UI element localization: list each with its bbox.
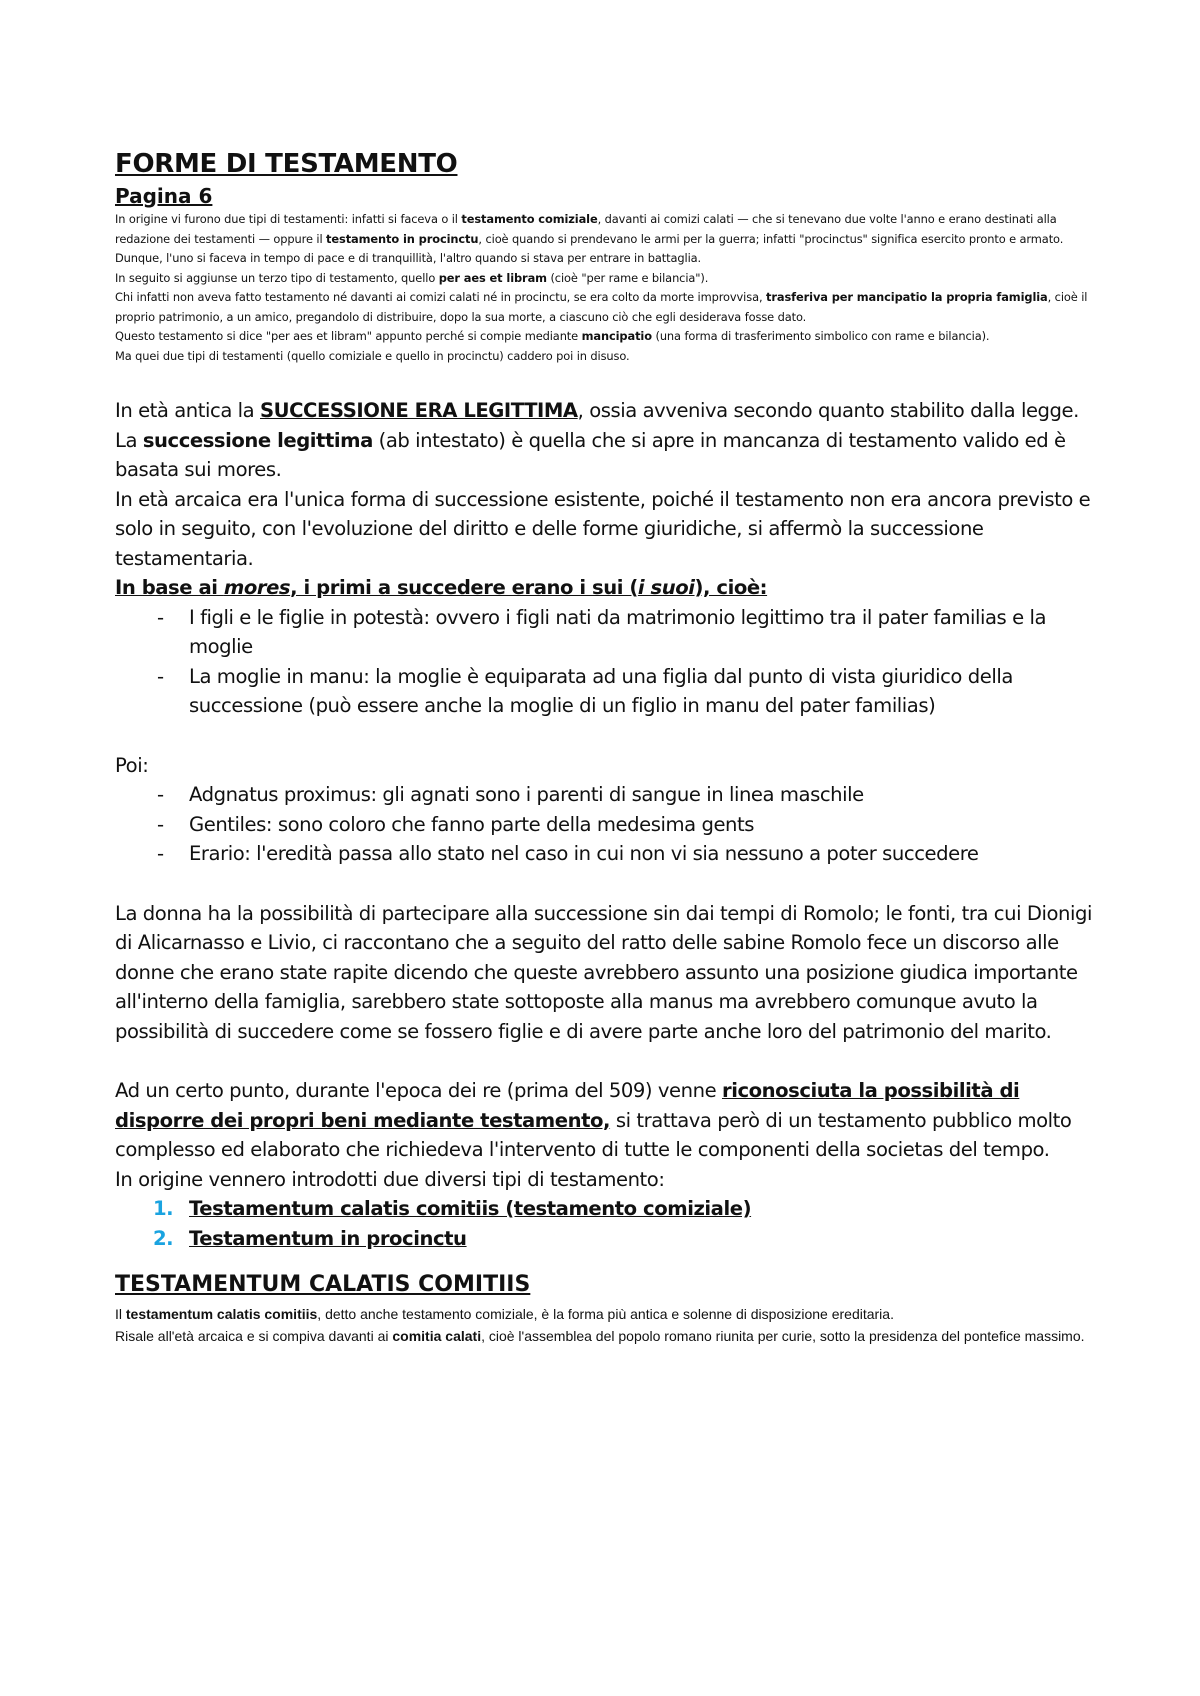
text-run: (una forma di trasferimento simbolico con rame e bilancia).	[651, 329, 990, 343]
other-heirs-list	[115, 780, 1095, 869]
italic-run: mores	[223, 576, 291, 599]
main-body	[115, 396, 1095, 1253]
text-run: (ab intestato) è quella che si apre in mancanza di testamento valido ed è basata sui mores.	[115, 428, 1066, 481]
text-run: , cioè quando si prendevano le armi per la guerra; infatti "procinctus" significa esercito pronto e armato.	[478, 231, 1064, 246]
body-paragraph: La donna ha la possibilità di partecipare alla successione sin dai tempi di Romolo; le fonti, tra cui Dionigi di Alicarnasso e Livio, ci raccontano che a seguito del ratto delle sabine Romolo fece un discorso alle donne che erano state rapite dicendo che queste avrebbero assunto una posizione giudica importante all'interno della famiglia, sarebbero state sottoposte alla manus ma avrebbero comunque avuto la possibilità di succedere come se fossero figlie e di avere parte anche loro del patrimonio del marito.	[115, 901, 1092, 1043]
text-run: In base ai	[115, 576, 224, 599]
bold-run: testamento in procinctu	[326, 231, 479, 246]
body-paragraph: In origine vennero introdotti due diversi tipi di testamento:	[115, 1167, 665, 1191]
bold-run: testamento comiziale	[461, 212, 598, 226]
text-run: , detto anche testamento comiziale, è la forma più antica e solenne di disposizione ereditaria.	[317, 1306, 894, 1322]
spacer	[115, 721, 1095, 751]
bold-underline-run: SUCCESSIONE ERA LEGITTIMA	[260, 399, 578, 422]
text-run: (cioè "per rame e bilancia").	[546, 270, 709, 285]
text-run: La	[115, 428, 143, 452]
intro-paragraph: Dunque, l'uno si faceva in tempo di pace e di tranquillità, l'altro quando si stava per entrare in battaglia.	[115, 251, 702, 265]
body-subheading	[115, 573, 1095, 603]
page-label: Pagina 6	[115, 184, 213, 208]
numbered-item-text: Testamentum in procinctu	[189, 1226, 467, 1250]
bold-underline-run: riconosciuta la possibilità di disporre dei propri beni mediante testamento,	[115, 1079, 1020, 1132]
list-number: 1.	[153, 1197, 174, 1220]
body-paragraph	[115, 1076, 1095, 1165]
list-item: - Adgnatus proximus: gli agnati sono i parenti di sangue in linea maschile	[115, 780, 1095, 810]
text-run: Questo testamento si dice "per aes et libram" appunto perché si compie mediante	[115, 329, 582, 343]
body-paragraph	[115, 396, 1095, 426]
body-paragraph	[115, 426, 1095, 485]
bold-run: trasferiva per mancipatio la propria famiglia	[766, 290, 1048, 304]
text-run: In età antica la	[115, 399, 260, 422]
text-run: ), cioè:	[694, 576, 768, 599]
bold-run: mancipatio	[581, 329, 652, 343]
list-item: - La moglie in manu: la moglie è equiparata ad una figlia dal punto di vista giuridico della successione (può essere anche la moglie di un figlio in manu del pater familias)	[115, 662, 1095, 721]
body-paragraph: In età arcaica era l'unica forma di successione esistente, poiché il testamento non era ancora previsto e solo in seguito, con l'evoluzione del diritto e delle forme giuridiche, si affermò la successione testamentaria.	[115, 487, 1091, 570]
bold-run: per aes et libram	[438, 270, 547, 285]
section-paragraph	[115, 1303, 1095, 1325]
spacer	[115, 869, 1095, 899]
section-calatis-comitiis	[115, 1271, 1095, 1347]
intro-paragraph: Ma quei due tipi di testamenti (quello comiziale e quello in procinctu) caddero poi in disuso.	[115, 348, 630, 363]
bold-run: successione legittima	[142, 428, 373, 452]
bold-run: comitia calati	[392, 1328, 482, 1344]
document-content	[115, 148, 1095, 1347]
text-run: In seguito si aggiunse un terzo tipo di testamento, quello	[115, 270, 439, 285]
heirs-list	[115, 603, 1095, 721]
italic-run: i suoi	[637, 576, 695, 599]
intro-paragraph	[115, 210, 1095, 249]
list-item: - Erario: l'eredità passa allo stato nel caso in cui non vi sia nessuno a poter succedere	[115, 839, 1095, 869]
text-run: , ossia avveniva secondo quanto stabilito dalla legge.	[577, 399, 1079, 422]
bold-run: testamentum calatis comitiis	[125, 1306, 318, 1322]
list-item: - I figli e le figlie in potestà: ovvero i figli nati da matrimonio legittimo tra il pater familias e la moglie	[115, 603, 1095, 662]
list-number: 2.	[153, 1226, 174, 1250]
text-run: , i primi a succedere erano i sui (	[290, 576, 638, 599]
section-heading: TESTAMENTUM CALATIS COMITIIS	[115, 1272, 531, 1297]
intro-paragraph	[115, 288, 1095, 327]
numbered-item	[115, 1224, 1095, 1254]
text-run: si trattava però di un testamento pubblico molto complesso ed elaborato che richiedeva l'intervento di tutte le componenti della societas del tempo.	[115, 1108, 1072, 1161]
intro-paragraph	[115, 327, 1095, 347]
text-run: , davanti ai comizi calati — che si tenevano due volte l'anno e erano destinati alla redazione dei testamenti — oppure il	[115, 212, 1057, 246]
document-title: FORME DI TESTAMENTO	[115, 149, 458, 179]
numbered-item-text: Testamentum calatis comitiis (testamento comiziale)	[189, 1197, 752, 1220]
text-run: Chi infatti non aveva fatto testamento né davanti ai comizi calati né in procinctu, se era colto da morte improvvisa,	[115, 290, 767, 304]
text-run: Ad un certo punto, durante l'epoca dei re (prima del 509) venne	[115, 1079, 722, 1102]
body-paragraph: Poi:	[115, 753, 149, 777]
spacer	[115, 1046, 1095, 1076]
intro-paragraph	[115, 269, 1095, 289]
text-run: In origine vi furono due tipi di testamenti: infatti si faceva o il	[115, 212, 462, 226]
intro-section	[115, 210, 1095, 366]
numbered-item	[115, 1194, 1095, 1224]
list-item: - Gentiles: sono coloro che fanno parte della medesima gents	[115, 810, 1095, 840]
text-run: , cioè il proprio patrimonio, a un amico, pregandolo di distribuire, dopo la sua morte, a ciascuno ciò che egli desiderava fosse dato.	[115, 290, 1088, 324]
text-run: Il	[115, 1306, 126, 1322]
text-run: , cioè l'assemblea del popolo romano riunita per curie, sotto la presidenza del pontefice massimo.	[481, 1328, 1085, 1344]
section-paragraph	[115, 1325, 1095, 1347]
text-run: Risale all'età arcaica e si compiva davanti ai	[115, 1328, 393, 1344]
testament-types-list	[115, 1194, 1095, 1253]
